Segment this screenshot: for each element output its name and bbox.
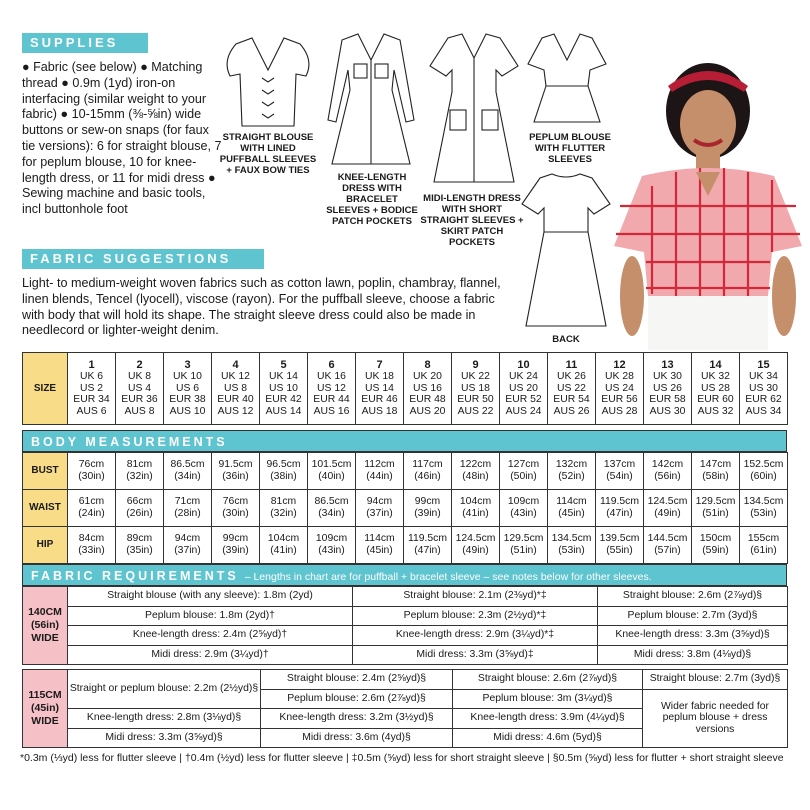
size-equivalent: US 22 <box>557 382 586 394</box>
measure-cell <box>212 527 260 564</box>
measure-cm: 94cm <box>174 533 201 545</box>
req-140-cell: Midi dress: 2.9m (3¼yd)† <box>68 645 353 665</box>
measure-cm: 81cm <box>126 459 153 471</box>
measure-cm: 109cm <box>507 496 540 508</box>
measure-in: (47in) <box>414 545 441 556</box>
req-115-blouse: Straight or peplum blouse: 2.2m (2½yd)§ <box>68 670 261 709</box>
size-col-7 <box>356 353 404 425</box>
measure-in: (24in) <box>78 508 105 519</box>
measure-in: (50in) <box>510 471 537 482</box>
size-equivalent: US 6 <box>175 382 200 394</box>
size-number: 15 <box>757 358 770 371</box>
fabric-suggestions-text: Light- to medium-weight woven fabrics such as cotton lawn, poplin, chambray, flannel, linen blends, Tencel (lyocell), viscose (rayon). For the puffball sleeve, choose a fabric with body that will hold its shape. The straight sleeve dress could also be made in needlecord or lighter-weight denim. <box>22 276 501 338</box>
size-col-2 <box>116 353 164 425</box>
size-col-13 <box>644 353 692 425</box>
size-equivalent: US 16 <box>413 382 442 394</box>
measure-in: (55in) <box>606 545 633 556</box>
measure-in: (28in) <box>174 508 201 519</box>
measure-in: (41in) <box>270 545 297 556</box>
size-equivalent: UK 30 <box>653 371 682 383</box>
measure-cell <box>596 490 644 527</box>
measure-cm: 81cm <box>270 496 297 508</box>
measure-cell <box>116 490 164 527</box>
measure-cm: 84cm <box>78 533 105 545</box>
measure-cm: 155cm <box>747 533 780 545</box>
measure-cm: 101.5cm <box>311 459 352 471</box>
body-measurements-table <box>22 452 788 564</box>
straight-blouse-drawing <box>222 30 314 130</box>
measure-cm: 134.5cm <box>551 533 592 545</box>
size-equivalent: US 14 <box>365 382 394 394</box>
size-equivalent: EUR 42 <box>265 394 302 406</box>
measure-in: (32in) <box>126 471 153 482</box>
req-115-cell: Knee-length dress: 3.2m (3½yd)§ <box>261 709 453 729</box>
size-equivalent: EUR 48 <box>409 394 446 406</box>
size-number: 7 <box>376 358 383 371</box>
size-equivalent: UK 16 <box>317 371 346 383</box>
size-equivalent: UK 22 <box>461 371 490 383</box>
measure-in: (51in) <box>702 508 729 519</box>
measure-label-bust: BUST <box>23 453 68 490</box>
size-equivalent: AUS 12 <box>217 405 254 417</box>
req-115-cell: Straight blouse: 2.4m (2⅝yd)§ <box>261 670 453 690</box>
measure-cell <box>644 490 692 527</box>
measure-cm: 119.5cm <box>599 496 640 508</box>
measure-in: (48in) <box>462 471 489 482</box>
measure-cell <box>644 527 692 564</box>
req-140-cell: Midi dress: 3.8m (4⅛yd)§ <box>598 645 788 665</box>
measure-cell <box>68 490 116 527</box>
measure-in: (53in) <box>750 508 777 519</box>
measure-in: (43in) <box>318 545 345 556</box>
size-equivalent: AUS 26 <box>553 405 590 417</box>
size-col-1 <box>68 353 116 425</box>
measure-cm: 152.5cm <box>743 459 784 471</box>
fabric-requirements-heading <box>22 564 787 586</box>
size-number: 10 <box>517 358 530 371</box>
measure-in: (35in) <box>126 545 153 556</box>
req-115-cell: Peplum blouse: 2.6m (2⅞yd)§ <box>261 689 453 709</box>
width-115-label: 115CM (45in) WIDE <box>23 670 68 748</box>
req-115-cell: Midi dress: 4.6m (5yd)§ <box>453 728 643 748</box>
size-equivalent: US 20 <box>509 382 538 394</box>
measure-cell <box>500 453 548 490</box>
measure-cell <box>692 527 740 564</box>
req-140-cell: Straight blouse: 2.6m (2⅞yd)§ <box>598 587 788 607</box>
size-equivalent: AUS 10 <box>169 405 206 417</box>
measure-in: (53in) <box>558 545 585 556</box>
size-equivalent: AUS 8 <box>124 405 155 417</box>
measure-in: (34in) <box>318 508 345 519</box>
size-equivalent: EUR 52 <box>505 394 542 406</box>
measure-in: (47in) <box>606 508 633 519</box>
req-115-cell: Midi dress: 3.6m (4yd)§ <box>261 728 453 748</box>
measure-cm: 139.5cm <box>599 533 640 545</box>
size-equivalent: EUR 40 <box>217 394 254 406</box>
size-equivalent: UK 10 <box>173 371 202 383</box>
size-number: 4 <box>232 358 239 371</box>
measure-cm: 112cm <box>364 459 395 471</box>
size-number: 1 <box>88 358 95 371</box>
size-equivalent: AUS 28 <box>601 405 638 417</box>
supplies-text: ● Fabric (see below) ● Matching thread ● 0.9m (1yd) iron-on interfacing (similar weight to your fabric) ● 10-15mm (⅜-⅝in) wide buttons or sew-on snaps (for faux tie versions): 6 for straight blouse, 7 for peplum blouse, 10 for knee-length dress, or 11 for midi dress ● Sewing machine and basic tools, incl buttonhole foot <box>22 60 222 217</box>
size-equivalent: EUR 56 <box>601 394 638 406</box>
measure-cell <box>212 453 260 490</box>
size-equivalent: UK 32 <box>701 371 730 383</box>
measure-cell <box>356 527 404 564</box>
measure-cell <box>644 453 692 490</box>
measure-cell <box>740 490 788 527</box>
size-equivalent: EUR 50 <box>457 394 494 406</box>
size-equivalent: US 10 <box>269 382 298 394</box>
size-number: 11 <box>565 358 578 371</box>
size-col-5 <box>260 353 308 425</box>
measure-cell <box>548 527 596 564</box>
measure-cell <box>452 453 500 490</box>
size-col-10 <box>500 353 548 425</box>
req-115-cell: Straight blouse: 2.7m (3yd)§ <box>643 670 788 690</box>
req-140-cell: Straight blouse: 2.1m (2⅜yd)*‡ <box>353 587 598 607</box>
measure-cell <box>596 527 644 564</box>
measure-cm: 76cm <box>78 459 105 471</box>
measure-cm: 129.5cm <box>695 496 736 508</box>
measure-in: (38in) <box>270 471 297 482</box>
fabric-requirements-note: – Lengths in chart are for puffball + bracelet sleeve – see notes below for other sleeves. <box>244 571 652 583</box>
measure-in: (45in) <box>366 545 393 556</box>
measure-in: (26in) <box>126 508 153 519</box>
size-equivalent: AUS 32 <box>697 405 734 417</box>
size-equivalent: UK 28 <box>605 371 634 383</box>
measure-cm: 94cm <box>366 496 393 508</box>
measure-in: (46in) <box>414 471 441 482</box>
footnote: *0.3m (⅓yd) less for flutter sleeve | †0.4m (½yd) less for flutter sleeve | ‡0.5m (⅝yd) less for short straight sleeve | §0.5m (⅝yd) less for flutter + short straight sleeve <box>20 752 784 764</box>
measure-cm: 89cm <box>126 533 153 545</box>
size-col-9 <box>452 353 500 425</box>
req-115-cell: Knee-length dress: 2.8m (3⅛yd)§ <box>68 709 261 729</box>
measure-in: (39in) <box>222 545 249 556</box>
size-equivalent: US 12 <box>317 382 346 394</box>
measure-cm: 61cm <box>78 496 105 508</box>
size-equivalent: EUR 36 <box>121 394 158 406</box>
size-equivalent: US 28 <box>701 382 730 394</box>
size-equivalent: AUS 20 <box>409 405 446 417</box>
measure-cell <box>164 453 212 490</box>
measure-cm: 137cm <box>603 459 636 471</box>
measure-cell <box>500 527 548 564</box>
req-140-cell: Peplum blouse: 2.7m (3yd)§ <box>598 606 788 626</box>
knee-dress-caption: KNEE-LENGTH DRESS WITH BRACELET SLEEVES + BODICE PATCH POCKETS <box>326 172 418 227</box>
size-equivalent: UK 8 <box>127 371 152 383</box>
measure-cm: 104cm <box>267 533 300 545</box>
req-140-cell: Knee-length dress: 2.4m (2⅝yd)† <box>68 626 353 646</box>
measure-cell <box>308 490 356 527</box>
measure-in: (56in) <box>654 471 681 482</box>
measure-cm: 119.5cm <box>407 533 448 545</box>
measure-cell <box>164 527 212 564</box>
measure-label-hip: HIP <box>23 527 68 564</box>
measure-cell <box>548 490 596 527</box>
size-number: 9 <box>472 358 479 371</box>
fabric-suggestions-heading: FABRIC SUGGESTIONS <box>22 249 264 269</box>
body-measurements-heading: BODY MEASUREMENTS <box>22 430 787 452</box>
measure-in: (60in) <box>750 471 777 482</box>
measure-in: (30in) <box>78 471 105 482</box>
size-equivalent: EUR 34 <box>73 394 110 406</box>
size-col-4 <box>212 353 260 425</box>
size-equivalent: AUS 22 <box>457 405 494 417</box>
measure-cell <box>596 453 644 490</box>
size-equivalent: US 8 <box>223 382 248 394</box>
measure-label-waist: WAIST <box>23 490 68 527</box>
measure-cell <box>308 453 356 490</box>
size-equivalent: UK 6 <box>79 371 104 383</box>
size-equivalent: US 2 <box>79 382 104 394</box>
measure-cm: 109cm <box>315 533 348 545</box>
measure-in: (30in) <box>222 508 249 519</box>
measure-in: (57in) <box>654 545 681 556</box>
measure-in: (54in) <box>606 471 633 482</box>
measure-cell <box>356 453 404 490</box>
measure-cell <box>740 527 788 564</box>
measure-cell <box>212 490 260 527</box>
size-equivalent: EUR 46 <box>361 394 398 406</box>
measure-cm: 86.5cm <box>314 496 349 508</box>
size-equivalent: AUS 6 <box>76 405 107 417</box>
measure-in: (51in) <box>510 545 537 556</box>
size-col-15 <box>740 353 788 425</box>
measure-cell <box>260 490 308 527</box>
size-col-14 <box>692 353 740 425</box>
measure-cm: 114cm <box>364 533 395 545</box>
size-equivalent: EUR 60 <box>697 394 734 406</box>
req-115-cell: Midi dress: 3.3m (3⅝yd)§ <box>68 728 261 748</box>
measure-in: (58in) <box>702 471 729 482</box>
size-equivalent: US 30 <box>749 382 778 394</box>
size-col-8 <box>404 353 452 425</box>
measure-cm: 134.5cm <box>743 496 784 508</box>
measure-cm: 129.5cm <box>503 533 544 545</box>
knee-dress-drawing <box>322 30 420 168</box>
size-number: 13 <box>661 358 674 371</box>
size-equivalent: US 26 <box>653 382 682 394</box>
measure-in: (37in) <box>174 545 201 556</box>
measure-cm: 96.5cm <box>266 459 301 471</box>
size-col-6 <box>308 353 356 425</box>
measure-in: (40in) <box>318 471 345 482</box>
fabric-115-table <box>22 669 788 748</box>
req-115-cell: Knee-length dress: 3.9m (4¼yd)§ <box>453 709 643 729</box>
size-equivalent: UK 12 <box>221 371 250 383</box>
measure-cm: 76cm <box>222 496 249 508</box>
measure-cm: 104cm <box>459 496 492 508</box>
measure-in: (59in) <box>702 545 729 556</box>
measure-in: (61in) <box>750 545 777 556</box>
size-number: 5 <box>280 358 287 371</box>
size-equivalent: UK 18 <box>365 371 394 383</box>
measure-cell <box>164 490 212 527</box>
measure-in: (49in) <box>654 508 681 519</box>
size-number: 12 <box>613 358 626 371</box>
fabric-requirements-title: FABRIC REQUIREMENTS <box>31 569 239 583</box>
measure-in: (52in) <box>558 471 585 482</box>
size-table <box>22 352 788 425</box>
req-140-cell: Peplum blouse: 2.3m (2½yd)*‡ <box>353 606 598 626</box>
measure-cell <box>68 453 116 490</box>
measure-cell <box>404 490 452 527</box>
req-140-cell: Straight blouse (with any sleeve): 1.8m (2yd) <box>68 587 353 607</box>
size-equivalent: UK 20 <box>413 371 442 383</box>
measure-cm: 114cm <box>556 496 587 508</box>
measure-cm: 99cm <box>222 533 249 545</box>
measure-in: (49in) <box>462 545 489 556</box>
measure-cell <box>356 490 404 527</box>
size-equivalent: EUR 44 <box>313 394 350 406</box>
size-equivalent: US 4 <box>127 382 152 394</box>
size-number: 6 <box>328 358 335 371</box>
req-140-cell: Midi dress: 3.3m (3⅝yd)‡ <box>353 645 598 665</box>
size-equivalent: EUR 54 <box>553 394 590 406</box>
measure-cm: 124.5cm <box>455 533 496 545</box>
measure-in: (33in) <box>78 545 105 556</box>
size-equivalent: US 18 <box>461 382 490 394</box>
measure-cell <box>404 453 452 490</box>
measure-in: (36in) <box>222 471 249 482</box>
size-equivalent: AUS 16 <box>313 405 350 417</box>
measure-cell <box>116 453 164 490</box>
size-equivalent: UK 26 <box>557 371 586 383</box>
measure-in: (37in) <box>366 508 393 519</box>
size-equivalent: AUS 34 <box>745 405 782 417</box>
size-number: 8 <box>424 358 431 371</box>
req-115-cell: Straight blouse: 2.6m (2⅞yd)§ <box>453 670 643 690</box>
size-label: SIZE <box>23 353 68 425</box>
size-equivalent: AUS 18 <box>361 405 398 417</box>
measure-cell <box>452 490 500 527</box>
size-equivalent: EUR 62 <box>745 394 782 406</box>
measure-cm: 150cm <box>699 533 732 545</box>
measure-cell <box>500 490 548 527</box>
size-number: 2 <box>136 358 143 371</box>
size-col-3 <box>164 353 212 425</box>
size-equivalent: UK 24 <box>509 371 538 383</box>
measure-in: (44in) <box>366 471 393 482</box>
size-equivalent: UK 34 <box>749 371 778 383</box>
size-number: 14 <box>709 358 722 371</box>
measure-cm: 144.5cm <box>647 533 688 545</box>
size-equivalent: UK 14 <box>269 371 298 383</box>
size-equivalent: US 24 <box>605 382 634 394</box>
measure-cell <box>308 527 356 564</box>
req-115-cell: Peplum blouse: 3m (3¼yd)§ <box>453 689 643 709</box>
midi-dress-drawing <box>426 30 522 186</box>
back-caption: BACK <box>552 334 580 345</box>
peplum-blouse-caption: PEPLUM BLOUSE WITH FLUTTER SLEEVES <box>529 132 611 165</box>
measure-cm: 66cm <box>126 496 153 508</box>
size-equivalent: AUS 24 <box>505 405 542 417</box>
req-140-cell: Knee-length dress: 3.3m (3⅝yd)§ <box>598 626 788 646</box>
req-140-cell: Peplum blouse: 1.8m (2yd)† <box>68 606 353 626</box>
req-140-cell: Knee-length dress: 2.9m (3¼yd)*‡ <box>353 626 598 646</box>
measure-cell <box>740 453 788 490</box>
measure-cm: 127cm <box>507 459 540 471</box>
measure-cell <box>692 490 740 527</box>
size-equivalent: AUS 30 <box>649 405 686 417</box>
size-col-11 <box>548 353 596 425</box>
measure-in: (43in) <box>510 508 537 519</box>
measure-cell <box>548 453 596 490</box>
measure-cell <box>68 527 116 564</box>
model-photo <box>612 56 804 350</box>
size-equivalent: AUS 14 <box>265 405 302 417</box>
supplies-heading: SUPPLIES <box>22 33 148 53</box>
measure-in: (32in) <box>270 508 297 519</box>
measure-in: (41in) <box>462 508 489 519</box>
size-equivalent: EUR 38 <box>169 394 206 406</box>
measure-cell <box>452 527 500 564</box>
measure-cm: 147cm <box>699 459 732 471</box>
size-number: 3 <box>184 358 191 371</box>
measure-cm: 132cm <box>555 459 588 471</box>
measure-cell <box>692 453 740 490</box>
measure-in: (45in) <box>558 508 585 519</box>
measure-cm: 86.5cm <box>170 459 205 471</box>
measure-cell <box>404 527 452 564</box>
size-equivalent: EUR 58 <box>649 394 686 406</box>
peplum-blouse-drawing <box>526 30 608 126</box>
req-115-wider-note: Wider fabric needed for peplum blouse + dress versions <box>643 689 788 748</box>
measure-in: (34in) <box>174 471 201 482</box>
size-col-12 <box>596 353 644 425</box>
back-view-drawing <box>520 170 612 330</box>
straight-blouse-caption: STRAIGHT BLOUSE WITH LINED PUFFBALL SLEEVES + FAUX BOW TIES <box>219 132 317 176</box>
measure-cm: 99cm <box>414 496 441 508</box>
measure-cell <box>116 527 164 564</box>
measure-cm: 124.5cm <box>647 496 688 508</box>
fabric-140-table <box>22 586 788 665</box>
measure-cm: 71cm <box>174 496 201 508</box>
measure-cm: 122cm <box>459 459 492 471</box>
measure-cm: 91.5cm <box>218 459 253 471</box>
measure-in: (39in) <box>414 508 441 519</box>
width-140-label: 140CM (56in) WIDE <box>23 587 68 665</box>
measure-cm: 117cm <box>412 459 443 471</box>
measure-cell <box>260 527 308 564</box>
measure-cell <box>260 453 308 490</box>
midi-dress-caption: MIDI-LENGTH DRESS WITH SHORT STRAIGHT SLEEVES + SKIRT PATCH POCKETS <box>420 193 524 248</box>
measure-cm: 142cm <box>651 459 684 471</box>
